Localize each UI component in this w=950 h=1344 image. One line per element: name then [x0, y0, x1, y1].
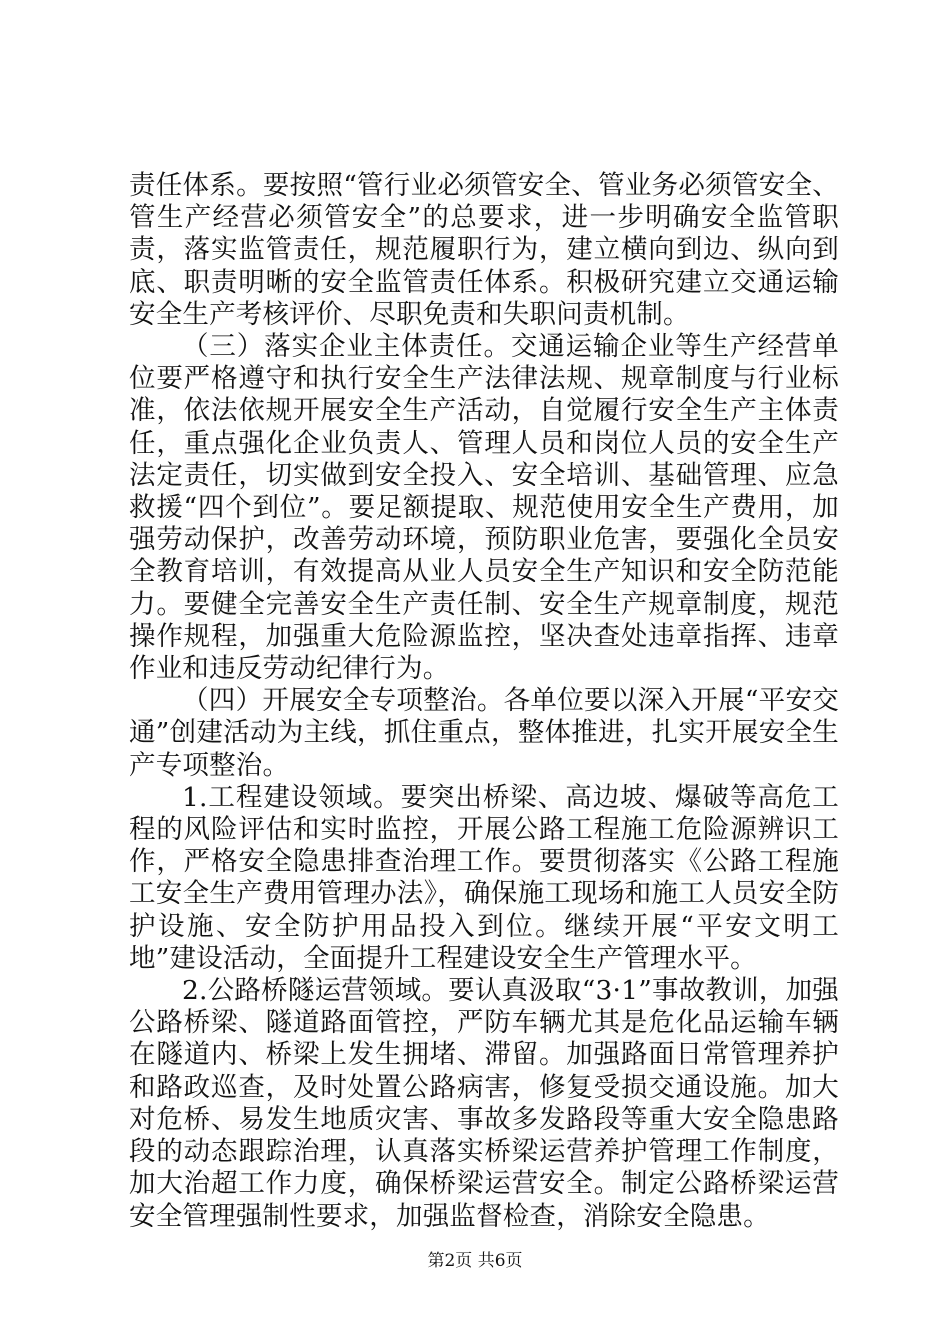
- paragraph-enterprise-responsibility: （三）落实企业主体责任。交通运输企业等生产经营单位要严格遵守和执行安全生产法律法规、规章制度与行业标准，依法依规开展安全生产活动，自觉履行安全生产主体责任，重点强化企业负责人、管理人员和岗位人员的安全生产法定责任，切实做到安全投入、安全培训、基础管理、应急救援“四个到位”。要足额提取、规范使用安全生产费用，加强劳动保护，改善劳动环境，预防职业危害，要强化全员安全教育培训，有效提高从业人员安全生产知识和安全防范能力。要健全完善安全生产责任制、安全生产规章制度，规范操作规程，加强重大危险源监控，坚决查处违章指挥、违章作业和违反劳动纪律行为。: [129, 331, 839, 685]
- page-number-footer: 第2页 共6页: [427, 1251, 523, 1271]
- document-body: [129, 170, 839, 1233]
- paragraph-responsibility-system: 责任体系。要按照“管行业必须管安全、管业务必须管安全、管生产经营必须管安全”的总要求，进一步明确安全监管职责，落实监管责任，规范履职行为，建立横向到边、纵向到底、职责明晰的安全监管责任体系。积极研究建立交通运输安全生产考核评价、尽职免责和失职问责机制。: [129, 170, 839, 330]
- paragraph-special-rectification: （四）开展安全专项整治。各单位要以深入开展“平安交通”创建活动为主线，抓住重点，整体推进，扎实开展安全生产专项整治。: [129, 685, 839, 781]
- paragraph-bridge-tunnel-operation: 2.公路桥隧运营领域。要认真汲取“3·1”事故教训，加强公路桥梁、隧道路面管控，严防车辆尤其是危化品运输车辆在隧道内、桥梁上发生拥堵、滞留。加强路面日常管理养护和路政巡查，及时处置公路病害，修复受损交通设施。加大对危桥、易发生地质灾害、事故多发路段等重大安全隐患路段的动态跟踪治理，认真落实桥梁运营养护管理工作制度，加大治超工作力度，确保桥梁运营安全。制定公路桥梁运营安全管理强制性要求，加强监督检查，消除安全隐患。: [129, 975, 839, 1232]
- paragraph-engineering-construction: 1.工程建设领域。要突出桥梁、高边坡、爆破等高危工程的风险评估和实时监控，开展公路工程施工危险源辨识工作，严格安全隐患排查治理工作。要贯彻落实《公路工程施工安全生产费用管理办法》，确保施工现场和施工人员安全防护设施、安全防护用品投入到位。继续开展“平安文明工地”建设活动，全面提升工程建设安全生产管理水平。: [129, 781, 839, 974]
